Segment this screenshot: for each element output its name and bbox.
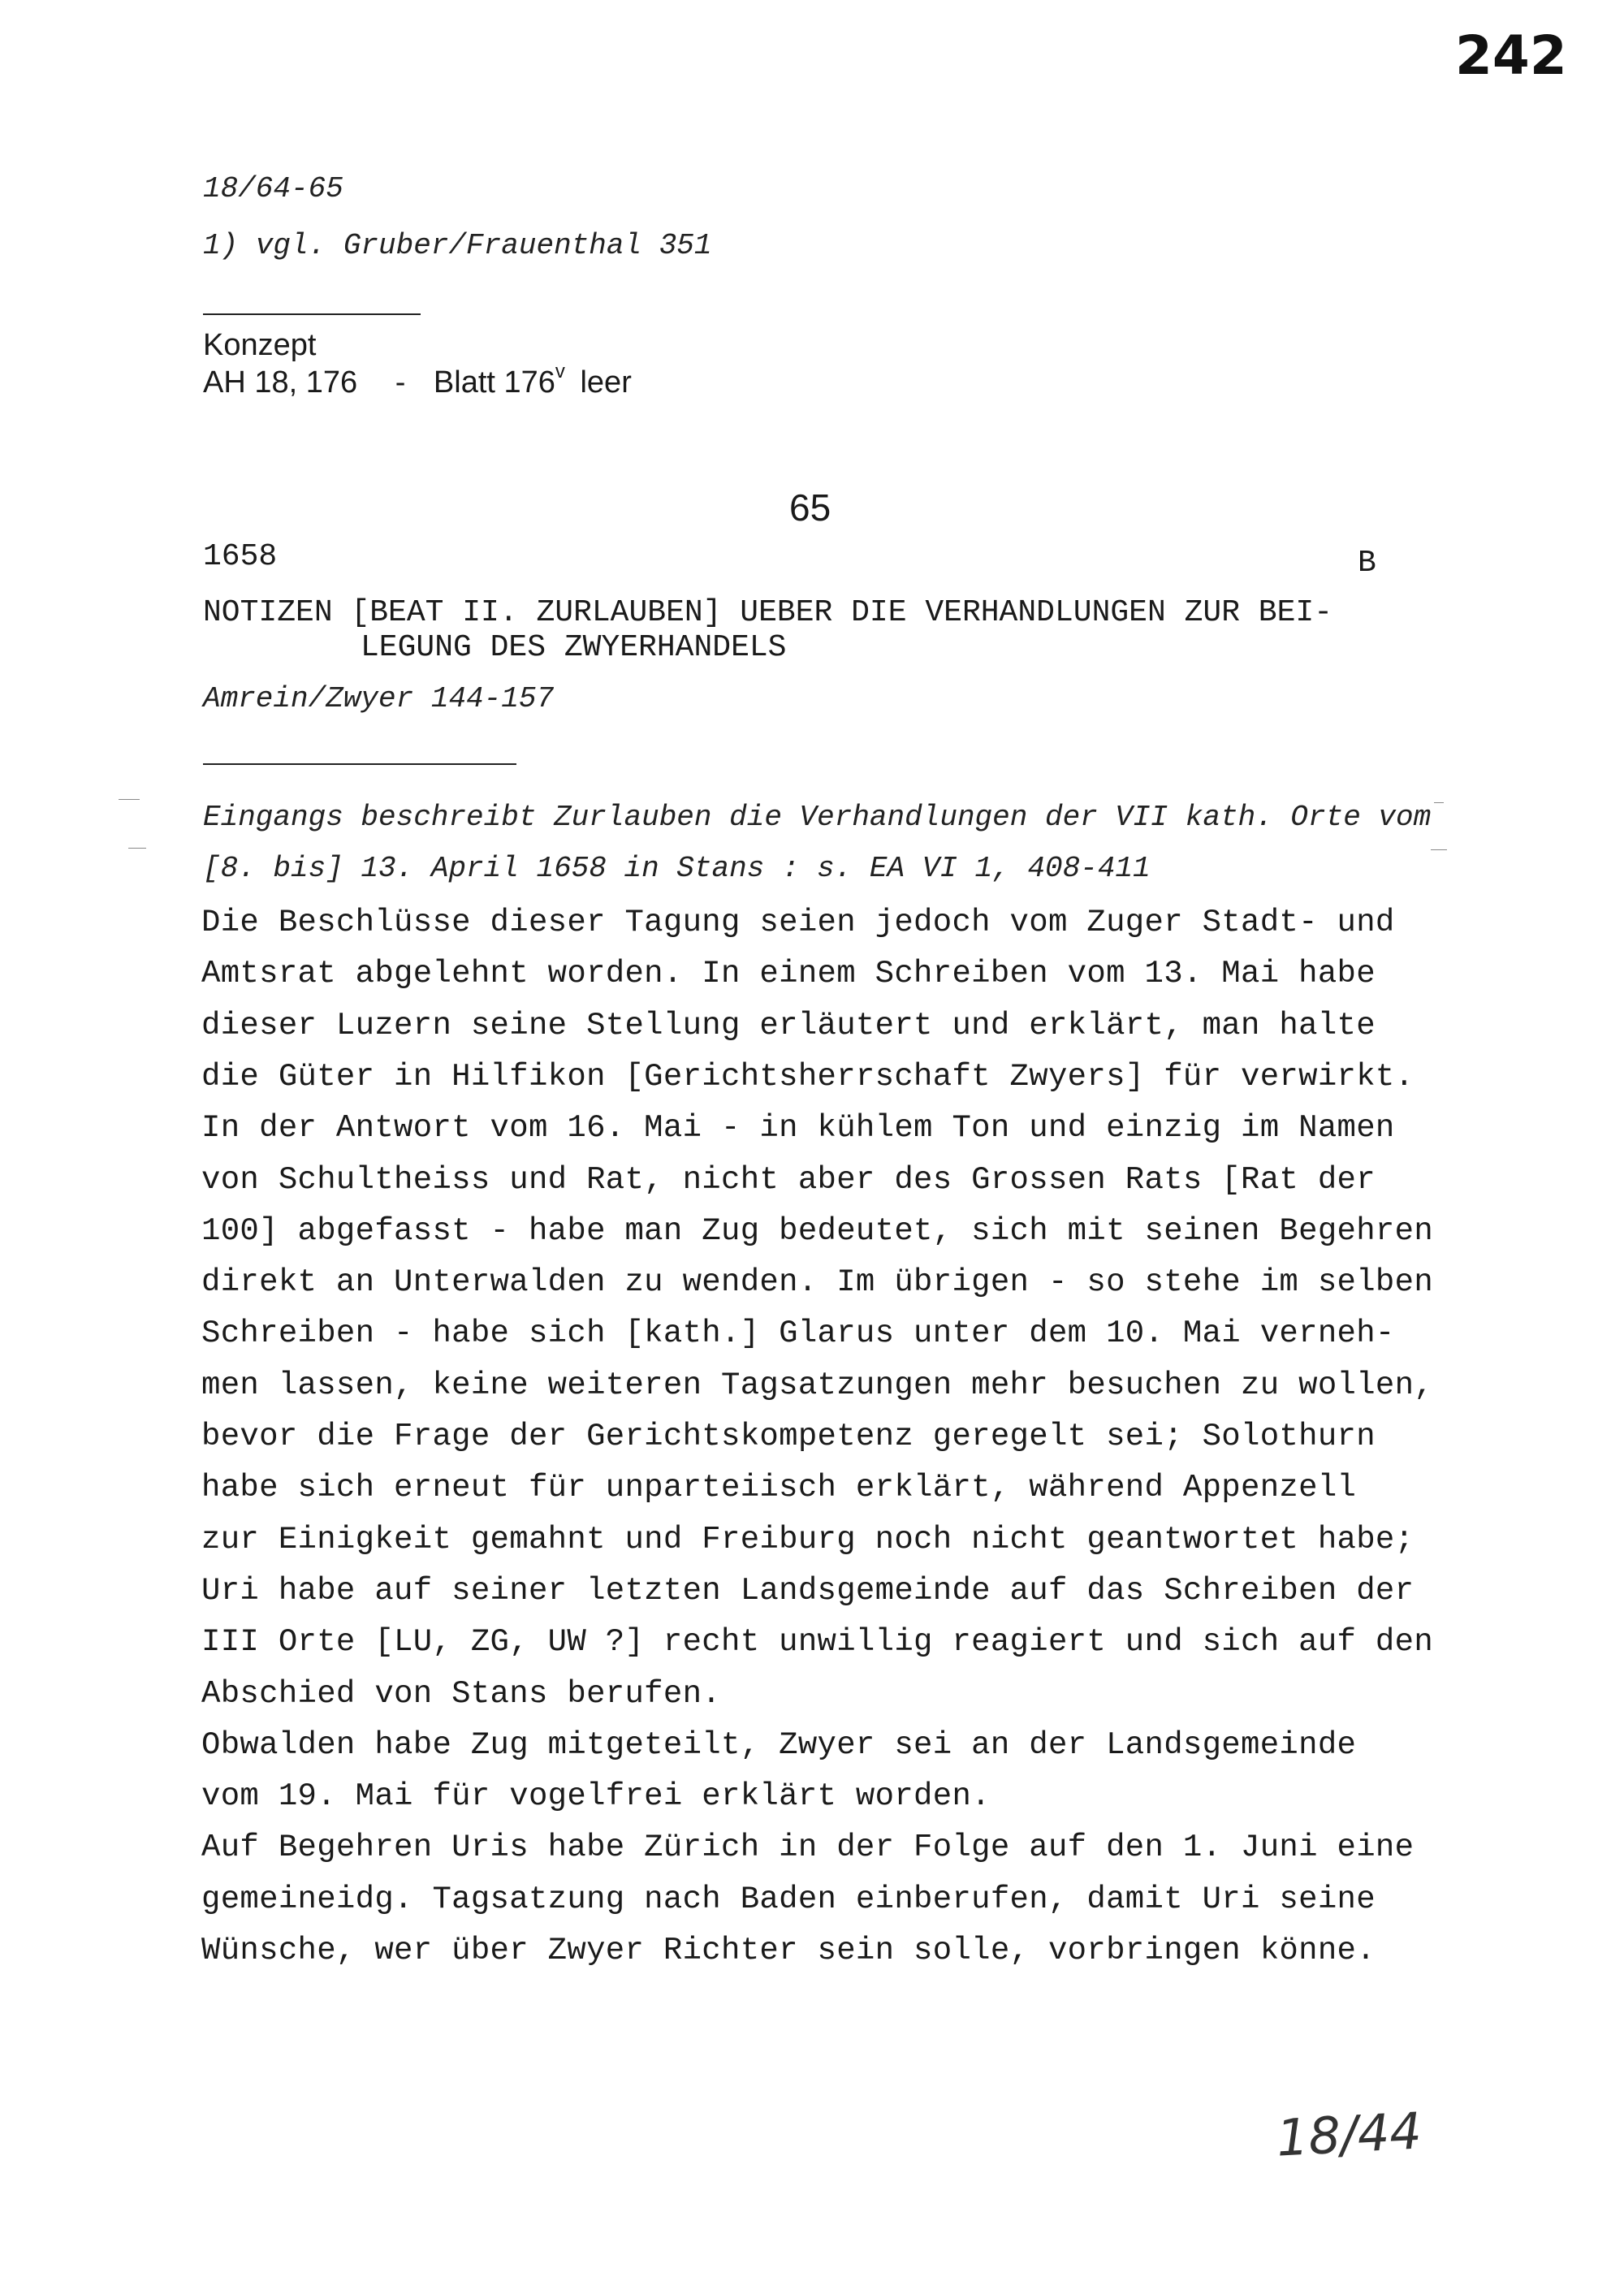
- handwritten-page-number: 242: [1455, 24, 1567, 87]
- intro-line-1: Eingangs beschreibt Zurlauben die Verhandlungen der VII kath. Orte vom: [203, 801, 1432, 834]
- body-line: Die Beschlüsse dieser Tagung seien jedoch vom Zuger Stadt- und: [201, 905, 1395, 940]
- source-blatt-note: leer: [580, 365, 632, 400]
- body-line: Auf Begehren Uris habe Zürich in der Folge auf den 1. Juni eine: [201, 1830, 1415, 1866]
- body-line: von Schultheiss und Rat, nicht aber des Grossen Rats [Rat der: [201, 1161, 1376, 1198]
- reference-line: 18/64-65: [203, 172, 343, 205]
- body-line: Amtsrat abgelehnt worden. In einem Schreiben vom 13. Mai habe: [201, 956, 1376, 992]
- document-type-letter: B: [1358, 546, 1376, 581]
- separator-rule-2: [203, 763, 516, 765]
- body-line: Abschied von Stans berufen.: [201, 1675, 722, 1712]
- body-line: vom 19. Mai für vogelfrei erklärt worden.: [201, 1778, 991, 1815]
- scan-mark-left-2: [128, 848, 146, 849]
- handwritten-archive-number: 18/44: [1275, 2101, 1423, 2168]
- separator-rule-1: [203, 313, 421, 315]
- scan-mark-right-1: [1434, 802, 1444, 803]
- body-line: direkt an Unterwalden zu wenden. Im übrigen - so stehe im selben: [201, 1264, 1434, 1301]
- body-line: Obwalden habe Zug mitgeteilt, Zwyer sei an der Landsgemeinde: [201, 1726, 1357, 1763]
- document-title-line-2: LEGUNG DES ZWYERHANDELS: [361, 630, 787, 665]
- source-label: Konzept: [203, 328, 317, 362]
- document-year: 1658: [203, 539, 278, 574]
- body-line: die Güter in Hilfikon [Gerichtsherrschaft Zwyers] für verwirkt.: [201, 1058, 1415, 1095]
- intro-line-2: [8. bis] 13. April 1658 in Stans : s. EA VI 1, 408-411: [203, 852, 1151, 885]
- body-line: zur Einigkeit gemahnt und Freiburg noch nicht geantwortet habe;: [201, 1521, 1415, 1557]
- body-line: dieser Luzern seine Stellung erläutert und erklärt, man halte: [201, 1007, 1376, 1043]
- body-line: bevor die Frage der Gerichtskompetenz geregelt sei; Solothurn: [201, 1419, 1376, 1454]
- scan-mark-right-2: [1431, 849, 1447, 850]
- body-line: men lassen, keine weiteren Tagsatzungen mehr besuchen zu wollen,: [201, 1367, 1434, 1403]
- body-line: gemeineidg. Tagsatzung nach Baden einberufen, damit Uri seine: [201, 1881, 1376, 1917]
- body-line: 100] abgefasst - habe man Zug bedeutet, sich mit seinen Begehren: [201, 1212, 1434, 1249]
- source-archive: AH 18, 176: [203, 365, 358, 400]
- source-separator: -: [395, 365, 406, 400]
- source-archive-line: [203, 361, 632, 400]
- document-title-line-1: NOTIZEN [BEAT II. ZURLAUBEN] UEBER DIE VERHANDLUNGEN ZUR BEI-: [203, 595, 1333, 630]
- footnote: 1) vgl. Gruber/Frauenthal 351: [203, 229, 712, 262]
- body-line: III Orte [LU, ZG, UW ?] recht unwillig reagiert und sich auf den: [201, 1624, 1434, 1661]
- body-line: Schreiben - habe sich [kath.] Glarus unter dem 10. Mai verneh-: [201, 1315, 1395, 1352]
- document-number: 65: [789, 486, 831, 529]
- source-blatt-sup: v: [555, 361, 565, 382]
- body-line: habe sich erneut für unparteiisch erklärt, während Appenzell: [201, 1470, 1357, 1506]
- body-line: In der Antwort vom 16. Mai - in kühlem Ton und einzig im Namen: [201, 1110, 1395, 1147]
- scan-mark-left-1: [119, 799, 140, 800]
- source-blatt: Blatt 176: [433, 365, 555, 400]
- body-line: Uri habe auf seiner letzten Landsgemeinde auf das Schreiben der: [201, 1572, 1415, 1609]
- edition-reference: Amrein/Zwyer 144-157: [203, 682, 555, 715]
- body-line: Wünsche, wer über Zwyer Richter sein solle, vorbringen könne.: [201, 1933, 1376, 1968]
